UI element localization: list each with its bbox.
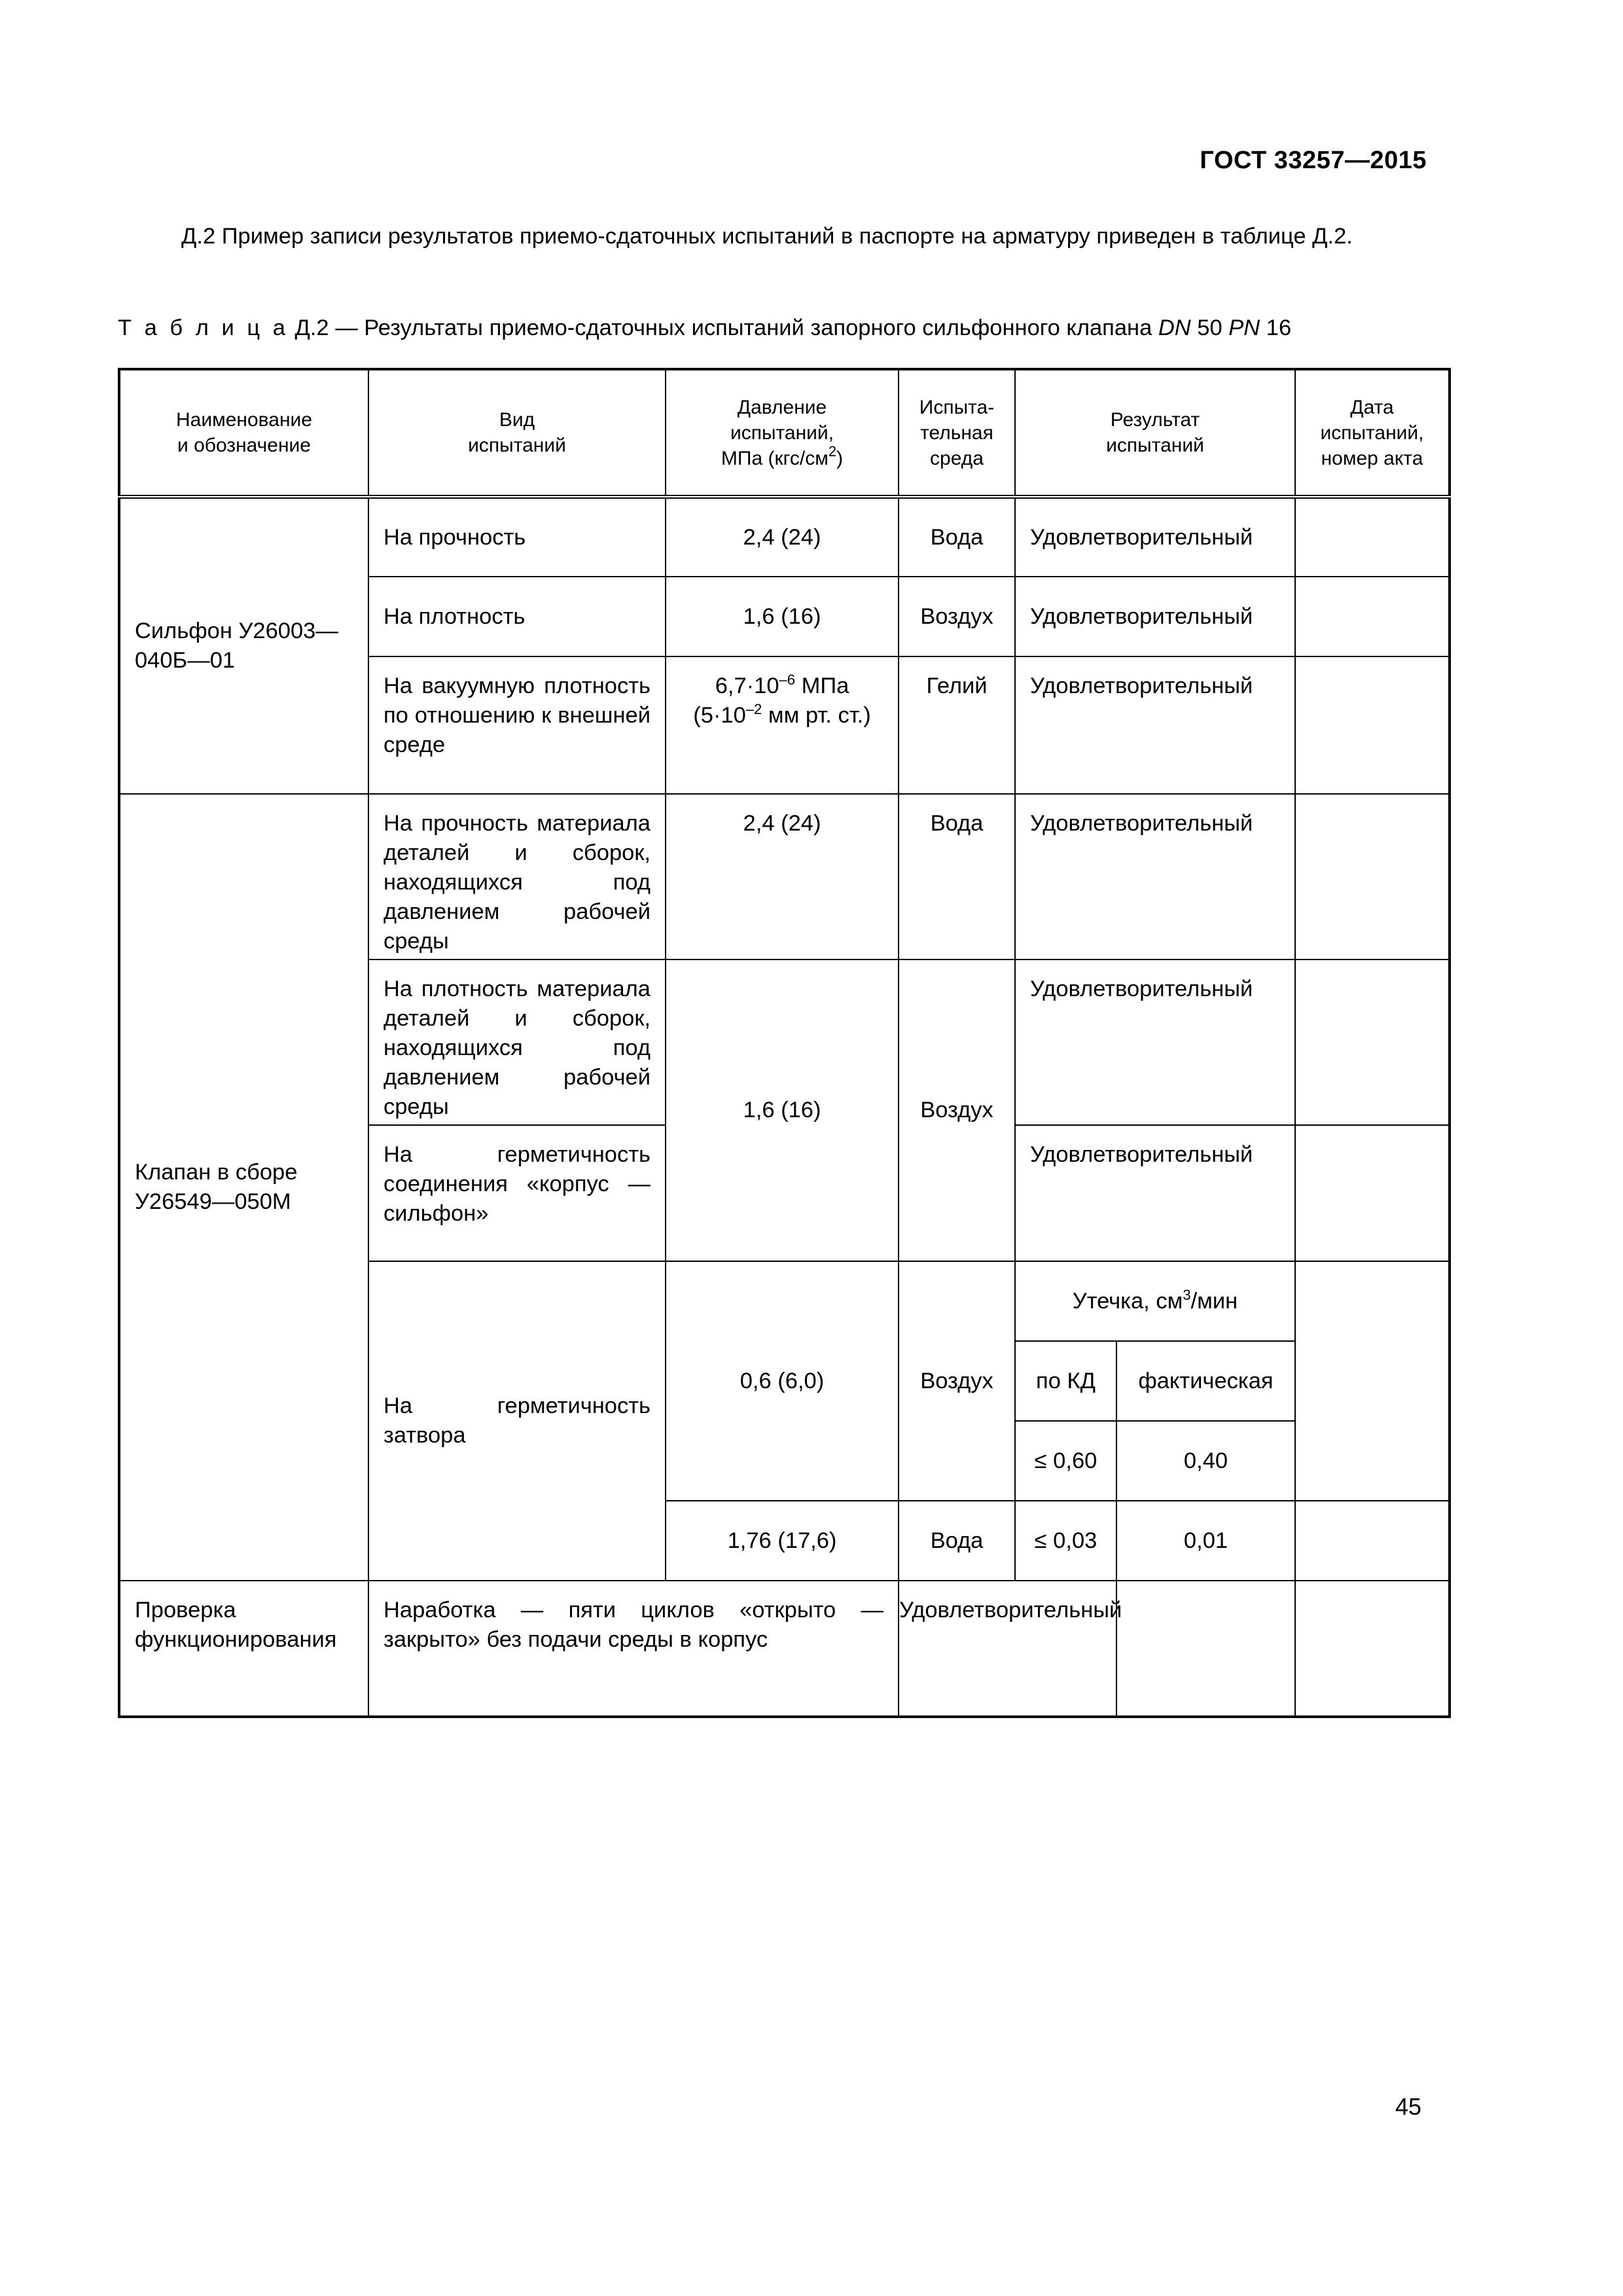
intro-paragraph: Д.2 Пример записи результатов приемо-сдаточных испытаний в паспорте на арматуру приведен в таблице Д.2.: [181, 224, 1353, 249]
caption-text: Д.2 — Результаты приемо-сдаточных испытаний запорного сильфонного клапана: [288, 315, 1158, 340]
pressure-cell: 0,6 (6,0): [666, 1261, 899, 1501]
table-row: [119, 1581, 1450, 1717]
results-table: [118, 368, 1451, 1718]
caption-pn: PN: [1228, 315, 1260, 340]
leak-actual-cell: 0,40: [1116, 1421, 1295, 1501]
result-cell: Удовлетворительный: [1015, 497, 1295, 577]
medium-cell: Гелий: [899, 656, 1015, 794]
test-type-cell: На герметичность соединения «корпус — сильфон»: [368, 1125, 666, 1261]
date-cell: [1116, 1581, 1295, 1717]
result-cell: Удовлетворительный: [1015, 1125, 1295, 1261]
medium-cell: Воздух: [899, 1261, 1015, 1501]
test-type-cell: На вакуумную плотность по отношению к внешней среде: [368, 656, 666, 794]
date-cell: [1295, 497, 1450, 577]
medium-cell: Вода: [899, 794, 1015, 960]
header-pressure: Давление испытаний, МПа $(кгс/см^2)$: [666, 369, 899, 497]
caption-pn-value: 16: [1260, 315, 1292, 340]
pressure-cell: 2,4 (24): [666, 794, 899, 960]
medium-cell: Воздух: [899, 960, 1015, 1261]
date-cell: [1295, 577, 1450, 656]
leak-kd-cell: ≤ 0,03: [1015, 1501, 1116, 1581]
header-test-type: Вид испытаний: [368, 369, 666, 497]
table-row: [119, 497, 1450, 577]
table-row: [119, 794, 1450, 960]
pressure-cell: 1,76 (17,6): [666, 1501, 899, 1581]
date-cell: [1295, 794, 1450, 960]
caption-label: Т а б л и ц а: [118, 315, 289, 340]
medium-cell: Вода: [899, 1501, 1015, 1581]
pressure-cell: $6,7\cdot 10^{-6}$ МПа ($5\cdot 10^{-2}$ мм рт. ст.): [666, 656, 899, 794]
header-date: Дата испытаний, номер акта: [1295, 369, 1450, 497]
medium-cell: Вода: [899, 497, 1015, 577]
test-type-cell: На прочность: [368, 497, 666, 577]
pressure-cell: 2,4 (24): [666, 497, 899, 577]
test-type-cell: На плотность материала деталей и сборок, находящихся под давлением рабочей среды: [368, 960, 666, 1125]
pressure-cell: 1,6 (16): [666, 960, 899, 1261]
table-header-row: [119, 369, 1450, 497]
table-caption: [118, 315, 1291, 341]
date-cell: [1295, 1261, 1450, 1501]
result-cell: Удовлетворительный: [1015, 794, 1295, 960]
result-cell: Удовлетворительный: [1015, 577, 1295, 656]
leak-kd-header: по КД: [1015, 1341, 1116, 1421]
header-result: Результат испытаний: [1015, 369, 1295, 497]
caption-dn: DN: [1158, 315, 1191, 340]
caption-dn-value: 50: [1190, 315, 1229, 340]
date-cell: [1295, 960, 1450, 1125]
leak-actual-cell: 0,01: [1116, 1501, 1295, 1581]
header-medium: Испыта- тельная среда: [899, 369, 1015, 497]
result-cell: Удовлетворительный: [1015, 656, 1295, 794]
page-number: 45: [1395, 2093, 1421, 2120]
document-id: ГОСТ 33257—2015: [1200, 147, 1427, 174]
result-cell: Удовлетворительный: [1015, 960, 1295, 1125]
pressure-cell: 1,6 (16): [666, 577, 899, 656]
leak-header-cell: Утечка, $см^3$/мин: [1015, 1261, 1295, 1341]
test-type-cell: На прочность материала деталей и сборок, находящихся под давлением рабочей среды: [368, 794, 666, 960]
date-cell: [1295, 1125, 1450, 1261]
test-type-cell: На герметичность затвора: [368, 1261, 666, 1581]
item-name-valve: Клапан в сборе У26549—050М: [119, 794, 368, 1581]
test-type-cell: На плотность: [368, 577, 666, 656]
medium-cell: Воздух: [899, 577, 1015, 656]
date-cell: [1295, 1501, 1450, 1581]
pressure-cell: Наработка — пяти циклов «открыто — закрыто» без подачи среды в корпус: [368, 1581, 899, 1717]
header-name: Наименование и обозначение: [119, 369, 368, 497]
result-cell: Удовлетворительный: [899, 1581, 1116, 1717]
leak-actual-header: фактическая: [1116, 1341, 1295, 1421]
date-cell: [1295, 656, 1450, 794]
test-type-cell: Проверка функционирования: [119, 1581, 368, 1717]
item-name-bellows: Сильфон У26003—040Б—01: [119, 497, 368, 794]
leak-kd-cell: ≤ 0,60: [1015, 1421, 1116, 1501]
